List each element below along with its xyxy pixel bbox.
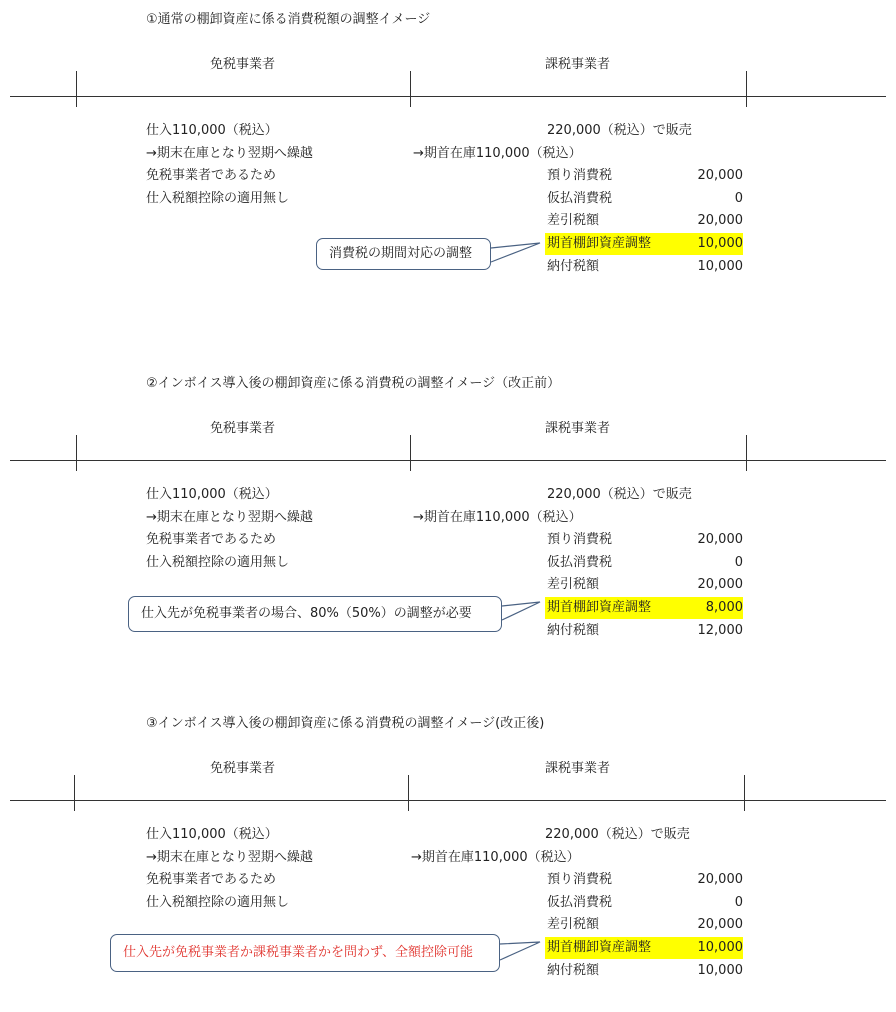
- row-label: 差引税額: [547, 917, 600, 932]
- no-credit-line: 仕入税額控除の適用無し: [146, 191, 290, 206]
- tax-row: [545, 529, 743, 551]
- section-1: [0, 8, 896, 308]
- row-label: 仮払消費税: [547, 555, 613, 570]
- sale-line: 220,000（税込）で販売: [547, 123, 692, 138]
- sale-line: 220,000（税込）で販売: [547, 487, 692, 502]
- row-label: 預り消費税: [547, 532, 613, 547]
- exempt-line: 免税事業者であるため: [146, 532, 277, 547]
- row-value: 20,000: [697, 213, 743, 228]
- row-label: 預り消費税: [547, 872, 613, 887]
- row-label: 仮払消費税: [547, 191, 613, 206]
- row-value: 20,000: [697, 168, 743, 183]
- timeline-tick: [746, 71, 747, 107]
- left-header: 免税事業者: [210, 421, 276, 436]
- row-value: 0: [734, 895, 743, 910]
- tax-row: [545, 165, 743, 187]
- purchase-line: 仕入110,000（税込）: [146, 487, 278, 502]
- timeline-tick: [76, 71, 77, 107]
- timeline-line: [10, 800, 886, 801]
- left-header: 免税事業者: [210, 761, 276, 776]
- timeline-tick: [744, 775, 745, 811]
- callout-box: 仕入先が免税事業者か課税事業者かを問わず、全額控除可能: [110, 934, 500, 972]
- row-label: 期首棚卸資産調整: [547, 940, 652, 955]
- row-label: 期首棚卸資産調整: [547, 600, 652, 615]
- callout-box: 仕入先が免税事業者の場合、80%（50%）の調整が必要: [128, 596, 502, 632]
- tax-row: [545, 256, 743, 278]
- row-value: 20,000: [697, 532, 743, 547]
- row-value: 10,000: [697, 963, 743, 978]
- highlighted-tax-row: [545, 597, 743, 619]
- row-label: 差引税額: [547, 577, 600, 592]
- row-label: 仮払消費税: [547, 895, 613, 910]
- row-value: 0: [734, 555, 743, 570]
- timeline-line: [10, 96, 886, 97]
- section-title: ②インボイス導入後の棚卸資産に係る消費税の調整イメージ（改正前）: [146, 376, 561, 391]
- row-value: 8,000: [705, 600, 743, 615]
- row-value: 0: [734, 191, 743, 206]
- row-label: 納付税額: [547, 259, 600, 274]
- tax-row: [545, 869, 743, 891]
- row-value: 10,000: [697, 259, 743, 274]
- highlighted-tax-row: [545, 233, 743, 255]
- row-value: 10,000: [697, 940, 743, 955]
- purchase-line: 仕入110,000（税込）: [146, 827, 278, 842]
- highlighted-tax-row: [545, 937, 743, 959]
- opening-inventory-line: →期首在庫110,000（税込）: [413, 146, 582, 161]
- section-title: ③インボイス導入後の棚卸資産に係る消費税の調整イメージ(改正後): [146, 716, 545, 731]
- tax-row: [545, 892, 743, 914]
- tax-row: [545, 620, 743, 642]
- left-header: 免税事業者: [210, 57, 276, 72]
- right-header: 課税事業者: [545, 421, 611, 436]
- timeline-tick: [410, 71, 411, 107]
- row-label: 納付税額: [547, 623, 600, 638]
- row-label: 納付税額: [547, 963, 600, 978]
- carryover-line: →期末在庫となり翌期へ繰越: [146, 146, 313, 161]
- section-title: ①通常の棚卸資産に係る消費税額の調整イメージ: [146, 12, 431, 27]
- sale-line: 220,000（税込）で販売: [545, 827, 690, 842]
- no-credit-line: 仕入税額控除の適用無し: [146, 895, 290, 910]
- callout-pointer: [0, 712, 1, 713]
- tax-row: [545, 552, 743, 574]
- section-3: [0, 712, 896, 1012]
- callout-pointer: [0, 372, 1, 373]
- callout-pointer: [0, 8, 1, 9]
- row-label: 預り消費税: [547, 168, 613, 183]
- timeline-tick: [74, 775, 75, 811]
- timeline-tick: [408, 775, 409, 811]
- timeline-tick: [410, 435, 411, 471]
- opening-inventory-line: →期首在庫110,000（税込）: [411, 850, 580, 865]
- tax-row: [545, 188, 743, 210]
- right-header: 課税事業者: [545, 57, 611, 72]
- no-credit-line: 仕入税額控除の適用無し: [146, 555, 290, 570]
- row-value: 10,000: [697, 236, 743, 251]
- opening-inventory-line: →期首在庫110,000（税込）: [413, 510, 582, 525]
- row-value: 20,000: [697, 872, 743, 887]
- row-label: 期首棚卸資産調整: [547, 236, 652, 251]
- tax-row: [545, 574, 743, 596]
- tax-row: [545, 210, 743, 232]
- tax-row: [545, 960, 743, 982]
- carryover-line: →期末在庫となり翌期へ繰越: [146, 850, 313, 865]
- right-header: 課税事業者: [545, 761, 611, 776]
- callout-box: 消費税の期間対応の調整: [316, 238, 491, 270]
- carryover-line: →期末在庫となり翌期へ繰越: [146, 510, 313, 525]
- section-2: [0, 372, 896, 672]
- row-label: 差引税額: [547, 213, 600, 228]
- row-value: 20,000: [697, 577, 743, 592]
- row-value: 12,000: [697, 623, 743, 638]
- exempt-line: 免税事業者であるため: [146, 872, 277, 887]
- exempt-line: 免税事業者であるため: [146, 168, 277, 183]
- timeline-tick: [746, 435, 747, 471]
- timeline-tick: [76, 435, 77, 471]
- purchase-line: 仕入110,000（税込）: [146, 123, 278, 138]
- timeline-line: [10, 460, 886, 461]
- tax-row: [545, 914, 743, 936]
- row-value: 20,000: [697, 917, 743, 932]
